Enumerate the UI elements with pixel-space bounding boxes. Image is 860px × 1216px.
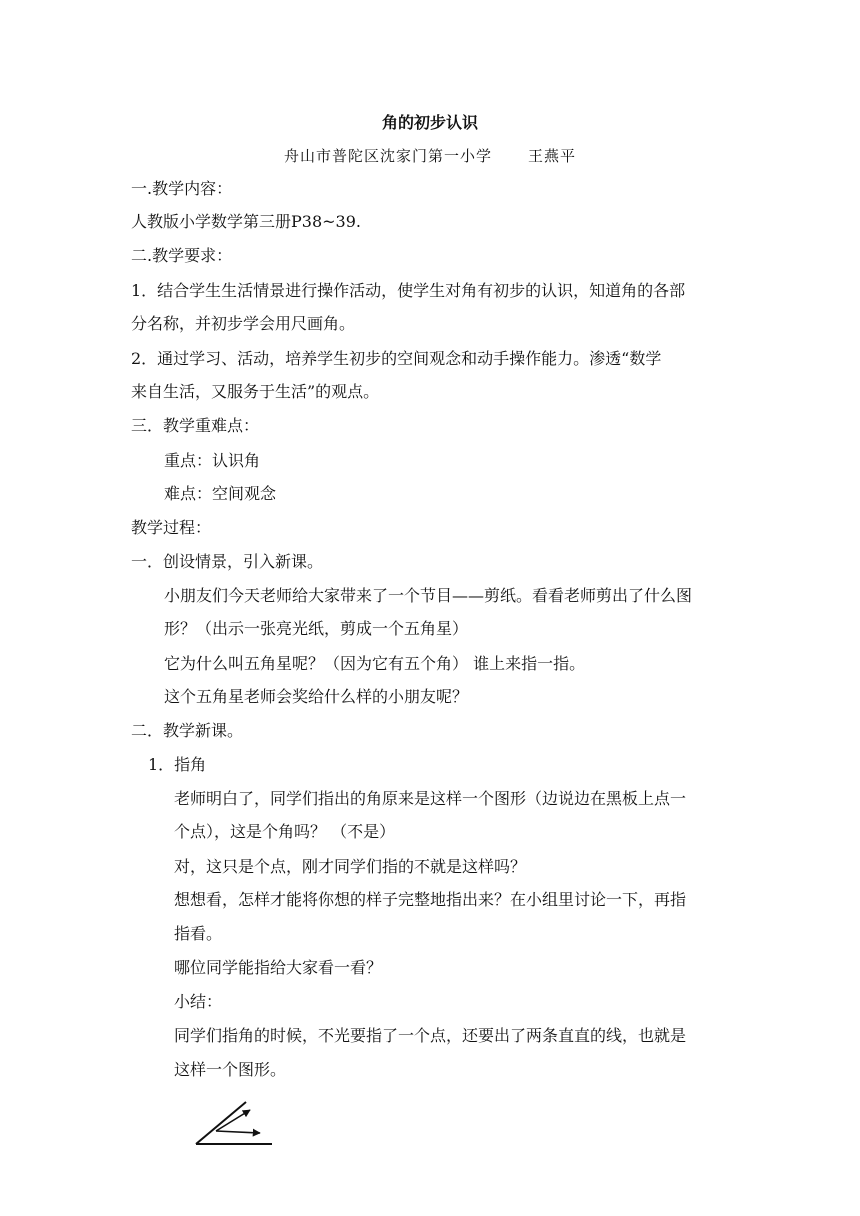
paragraph-line: 难点：空间观念 [164, 484, 277, 503]
subsection-heading: 1．指角 [148, 755, 207, 774]
paragraph-line: 对，这只是个点，刚才同学们指的不就是这样吗？ [174, 857, 527, 876]
paragraph-line: 2．通过学习、活动，培养学生初步的空间观念和动手操作能力。渗透“数学 [131, 349, 662, 368]
paragraph-line: 来自生活，又服务于生活”的观点。 [131, 382, 380, 401]
school-name: 舟山市普陀区沈家门第一小学 [283, 147, 492, 165]
paragraph-line: 指看。 [174, 924, 223, 943]
paragraph-line: 分名称，并初步学会用尺画角。 [131, 314, 356, 333]
paragraph-line: 重点：认识角 [164, 451, 261, 470]
paragraph-line: 人教版小学数学第三册P38~39. [131, 212, 361, 231]
paragraph-line: 个点），这是个角吗？ （不是） [174, 822, 396, 841]
paragraph-line: 形？（出示一张亮光纸，剪成一个五角星） [164, 619, 469, 638]
section-heading-content: 一.教学内容： [131, 179, 233, 198]
paragraph-line: 1．结合学生生活情景进行操作活动，使学生对角有初步的认识，知道角的各部 [131, 281, 686, 300]
paragraph-line: 老师明白了，同学们指出的角原来是这样一个图形（边说边在黑板上点一 [174, 789, 687, 808]
document-byline [0, 145, 860, 167]
section-heading-intro: 一．创设情景，引入新课。 [131, 552, 324, 571]
angle-outer-ray-left [196, 1102, 246, 1144]
paragraph-line: 小结： [174, 992, 223, 1011]
section-heading-process: 教学过程： [131, 518, 212, 537]
paragraph-line: 这样一个图形。 [174, 1060, 287, 1079]
paragraph-line: 小朋友们今天老师给大家带来了一个节目——剪纸。看看老师剪出了什么图 [164, 586, 693, 605]
pointing-arrow-lower [216, 1131, 260, 1133]
author-name: 王燕平 [528, 147, 577, 165]
paragraph-line: 它为什么叫五角星呢？（因为它有五个角） 谁上来指一指。 [164, 654, 586, 673]
section-heading-requirements: 二.教学要求： [131, 246, 233, 265]
paragraph-line: 想想看，怎样才能将你想的样子完整地指出来？在小组里讨论一下，再指 [174, 890, 687, 909]
section-heading-key-points: 三．教学重难点： [131, 416, 260, 435]
paragraph-line: 同学们指角的时候，不光要指了一个点，还要出了两条直直的线，也就是 [174, 1026, 687, 1045]
angle-figure [192, 1098, 276, 1150]
paragraph-line: 哪位同学能指给大家看一看？ [174, 958, 383, 977]
section-heading-new-lesson: 二．教学新课。 [131, 721, 244, 740]
paragraph-line: 这个五角星老师会奖给什么样的小朋友呢？ [164, 687, 469, 706]
document-title: 角的初步认识 [381, 113, 478, 132]
